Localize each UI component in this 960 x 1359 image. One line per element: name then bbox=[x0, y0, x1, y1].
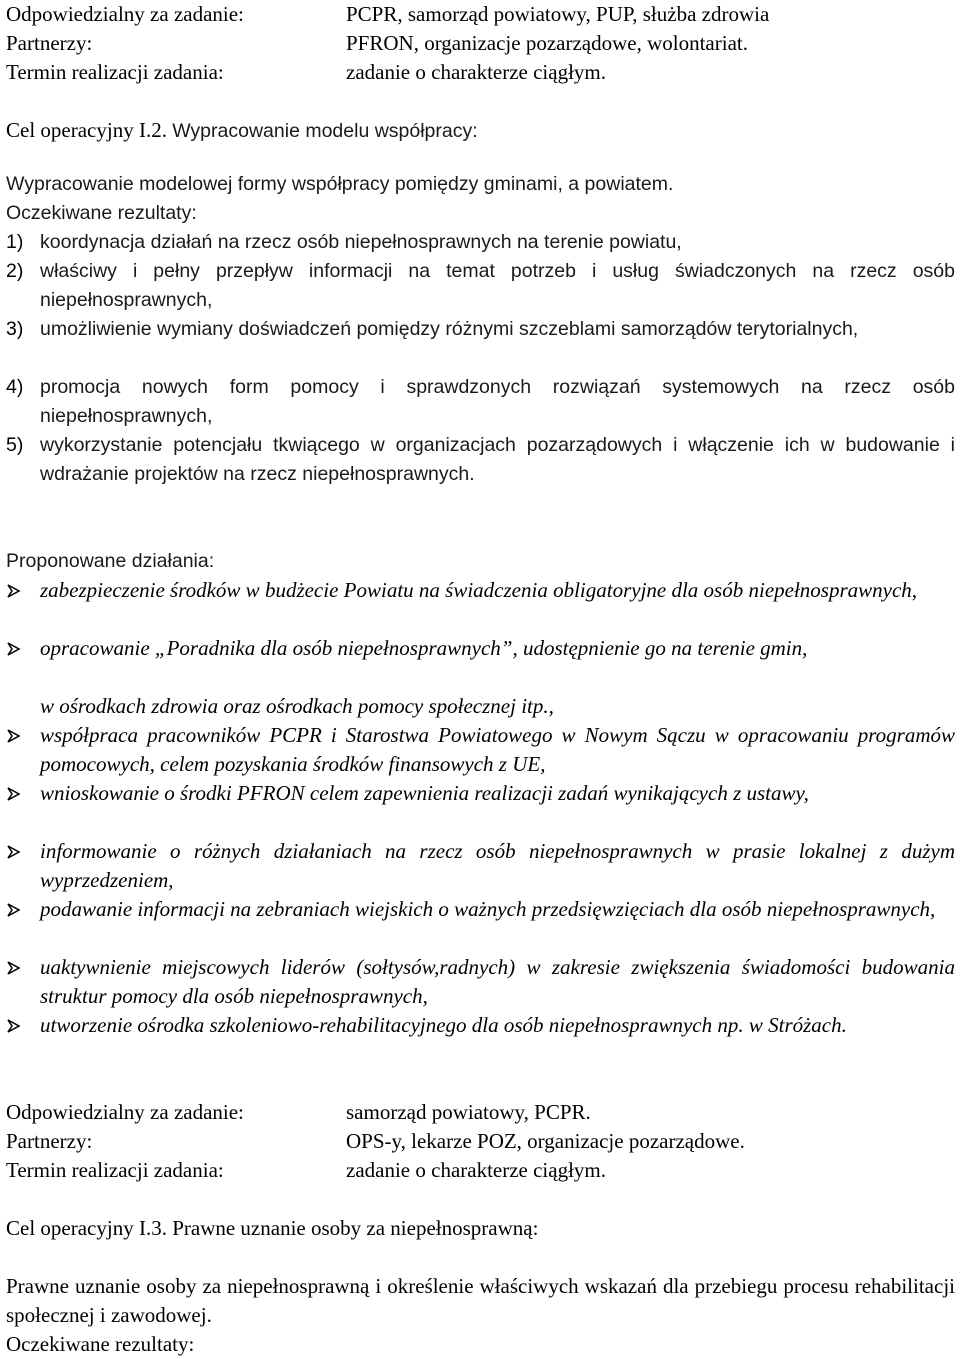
objective-1-3-description: Prawne uznanie osoby za niepełnosprawną i określenie właściwych wskazań dla przebiegu procesu rehabilitacji społecznej i zawodowej. bbox=[6, 1274, 955, 1327]
deadline-label: Termin realizacji zadania: bbox=[6, 60, 224, 84]
proposed-actions-label: Proponowane działania: bbox=[6, 550, 215, 572]
arrow-bullet-icon bbox=[5, 638, 27, 660]
action-item: informowanie o różnych działaniach na rzecz osób niepełnosprawnych w prasie lokalnej z dużym wyprzedzeniem, bbox=[40, 839, 955, 892]
result-item: umożliwienie wymiany doświadczeń pomiędzy różnymi szczeblami samorządów terytorialnych, bbox=[40, 318, 859, 340]
partners-label: Partnerzy: bbox=[6, 31, 93, 55]
deadline-label: Termin realizacji zadania: bbox=[6, 1158, 224, 1182]
objective-1-3-title: Prawne uznanie osoby za niepełnosprawną: bbox=[172, 1216, 539, 1240]
arrow-bullet-icon bbox=[5, 899, 27, 921]
responsible-label: Odpowiedzialny za zadanie: bbox=[6, 1100, 244, 1124]
expected-results-label: Oczekiwane rezultaty: bbox=[6, 1332, 195, 1356]
deadline-value: zadanie o charakterze ciągłym. bbox=[346, 1158, 607, 1182]
responsible-value: samorząd powiatowy, PCPR. bbox=[346, 1100, 591, 1124]
objective-1-2-heading bbox=[6, 116, 478, 146]
responsible-label: Odpowiedzialny za zadanie: bbox=[6, 2, 244, 26]
arrow-bullet-icon bbox=[5, 783, 27, 805]
result-number: 2) bbox=[6, 260, 24, 282]
arrow-bullet-icon bbox=[5, 580, 27, 602]
partners-value: PFRON, organizacje pozarządowe, wolontariat. bbox=[346, 31, 748, 55]
arrow-bullet-icon bbox=[5, 957, 27, 979]
action-item: wnioskowanie o środki PFRON celem zapewnienia realizacji zadań wynikających z ustawy, bbox=[40, 781, 809, 805]
action-item: opracowanie „Poradnika dla osób niepełnosprawnych”, udostępnienie go na terenie gmin, bbox=[40, 636, 808, 660]
arrow-bullet-icon bbox=[5, 725, 27, 747]
result-item: wykorzystanie potencjału tkwiącego w organizacjach pozarządowych i włączenie ich w budowanie i wdrażanie projektów na rzecz niepełnosprawnych. bbox=[40, 434, 955, 485]
objective-1-2-title: Wypracowanie modelu współpracy: bbox=[172, 120, 478, 142]
result-item: koordynacja działań na rzecz osób niepełnosprawnych na terenie powiatu, bbox=[40, 231, 682, 253]
action-item: współpraca pracowników PCPR i Starostwa Powiatowego w Nowym Sączu w opracowaniu programów pomocowych, celem pozyskania środków finansowych z UE, bbox=[40, 723, 955, 776]
result-number: 1) bbox=[6, 231, 24, 253]
expected-results-label: Oczekiwane rezultaty: bbox=[6, 202, 197, 224]
partners-value: OPS-y, lekarze POZ, organizacje pozarządowe. bbox=[346, 1129, 745, 1153]
result-item: promocja nowych form pomocy i sprawdzonych rozwiązań systemowych na rzecz osób niepełnosprawnych, bbox=[40, 376, 955, 427]
arrow-bullet-icon bbox=[5, 841, 27, 863]
objective-1-3-number: Cel operacyjny I.3. bbox=[6, 1216, 167, 1240]
arrow-bullet-icon bbox=[5, 1015, 27, 1037]
deadline-value: zadanie o charakterze ciągłym. bbox=[346, 60, 607, 84]
objective-1-2-number: Cel operacyjny I.2. bbox=[6, 118, 167, 142]
result-item: właściwy i pełny przepływ informacji na temat potrzeb i usług świadczonych na rzecz osób niepełnosprawnych, bbox=[40, 260, 955, 311]
action-item: utworzenie ośrodka szkoleniowo-rehabilitacyjnego dla osób niepełnosprawnych np. w Stróżach. bbox=[40, 1013, 847, 1037]
action-item: uaktywnienie miejscowych liderów (sołtysów,radnych) w zakresie zwiększenia świadomości budowania struktur pomocy dla osób niepełnosprawnych, bbox=[40, 955, 955, 1008]
action-item: podawanie informacji na zebraniach wiejskich o ważnych przedsięwzięciach dla osób niepełnosprawnych, bbox=[40, 897, 936, 921]
result-number: 3) bbox=[6, 318, 24, 340]
action-item: zabezpieczenie środków w budżecie Powiatu na świadczenia obligatoryjne dla osób niepełnosprawnych, bbox=[40, 578, 918, 602]
partners-label: Partnerzy: bbox=[6, 1129, 93, 1153]
responsible-value: PCPR, samorząd powiatowy, PUP, służba zdrowia bbox=[346, 2, 770, 26]
result-number: 5) bbox=[6, 434, 24, 456]
objective-1-2-description: Wypracowanie modelowej formy współpracy pomiędzy gminami, a powiatem. bbox=[6, 173, 674, 195]
objective-1-3-heading bbox=[6, 1214, 538, 1243]
result-number: 4) bbox=[6, 376, 24, 398]
action-item-continuation: w ośrodkach zdrowia oraz ośrodkach pomocy społecznej itp., bbox=[40, 694, 554, 718]
